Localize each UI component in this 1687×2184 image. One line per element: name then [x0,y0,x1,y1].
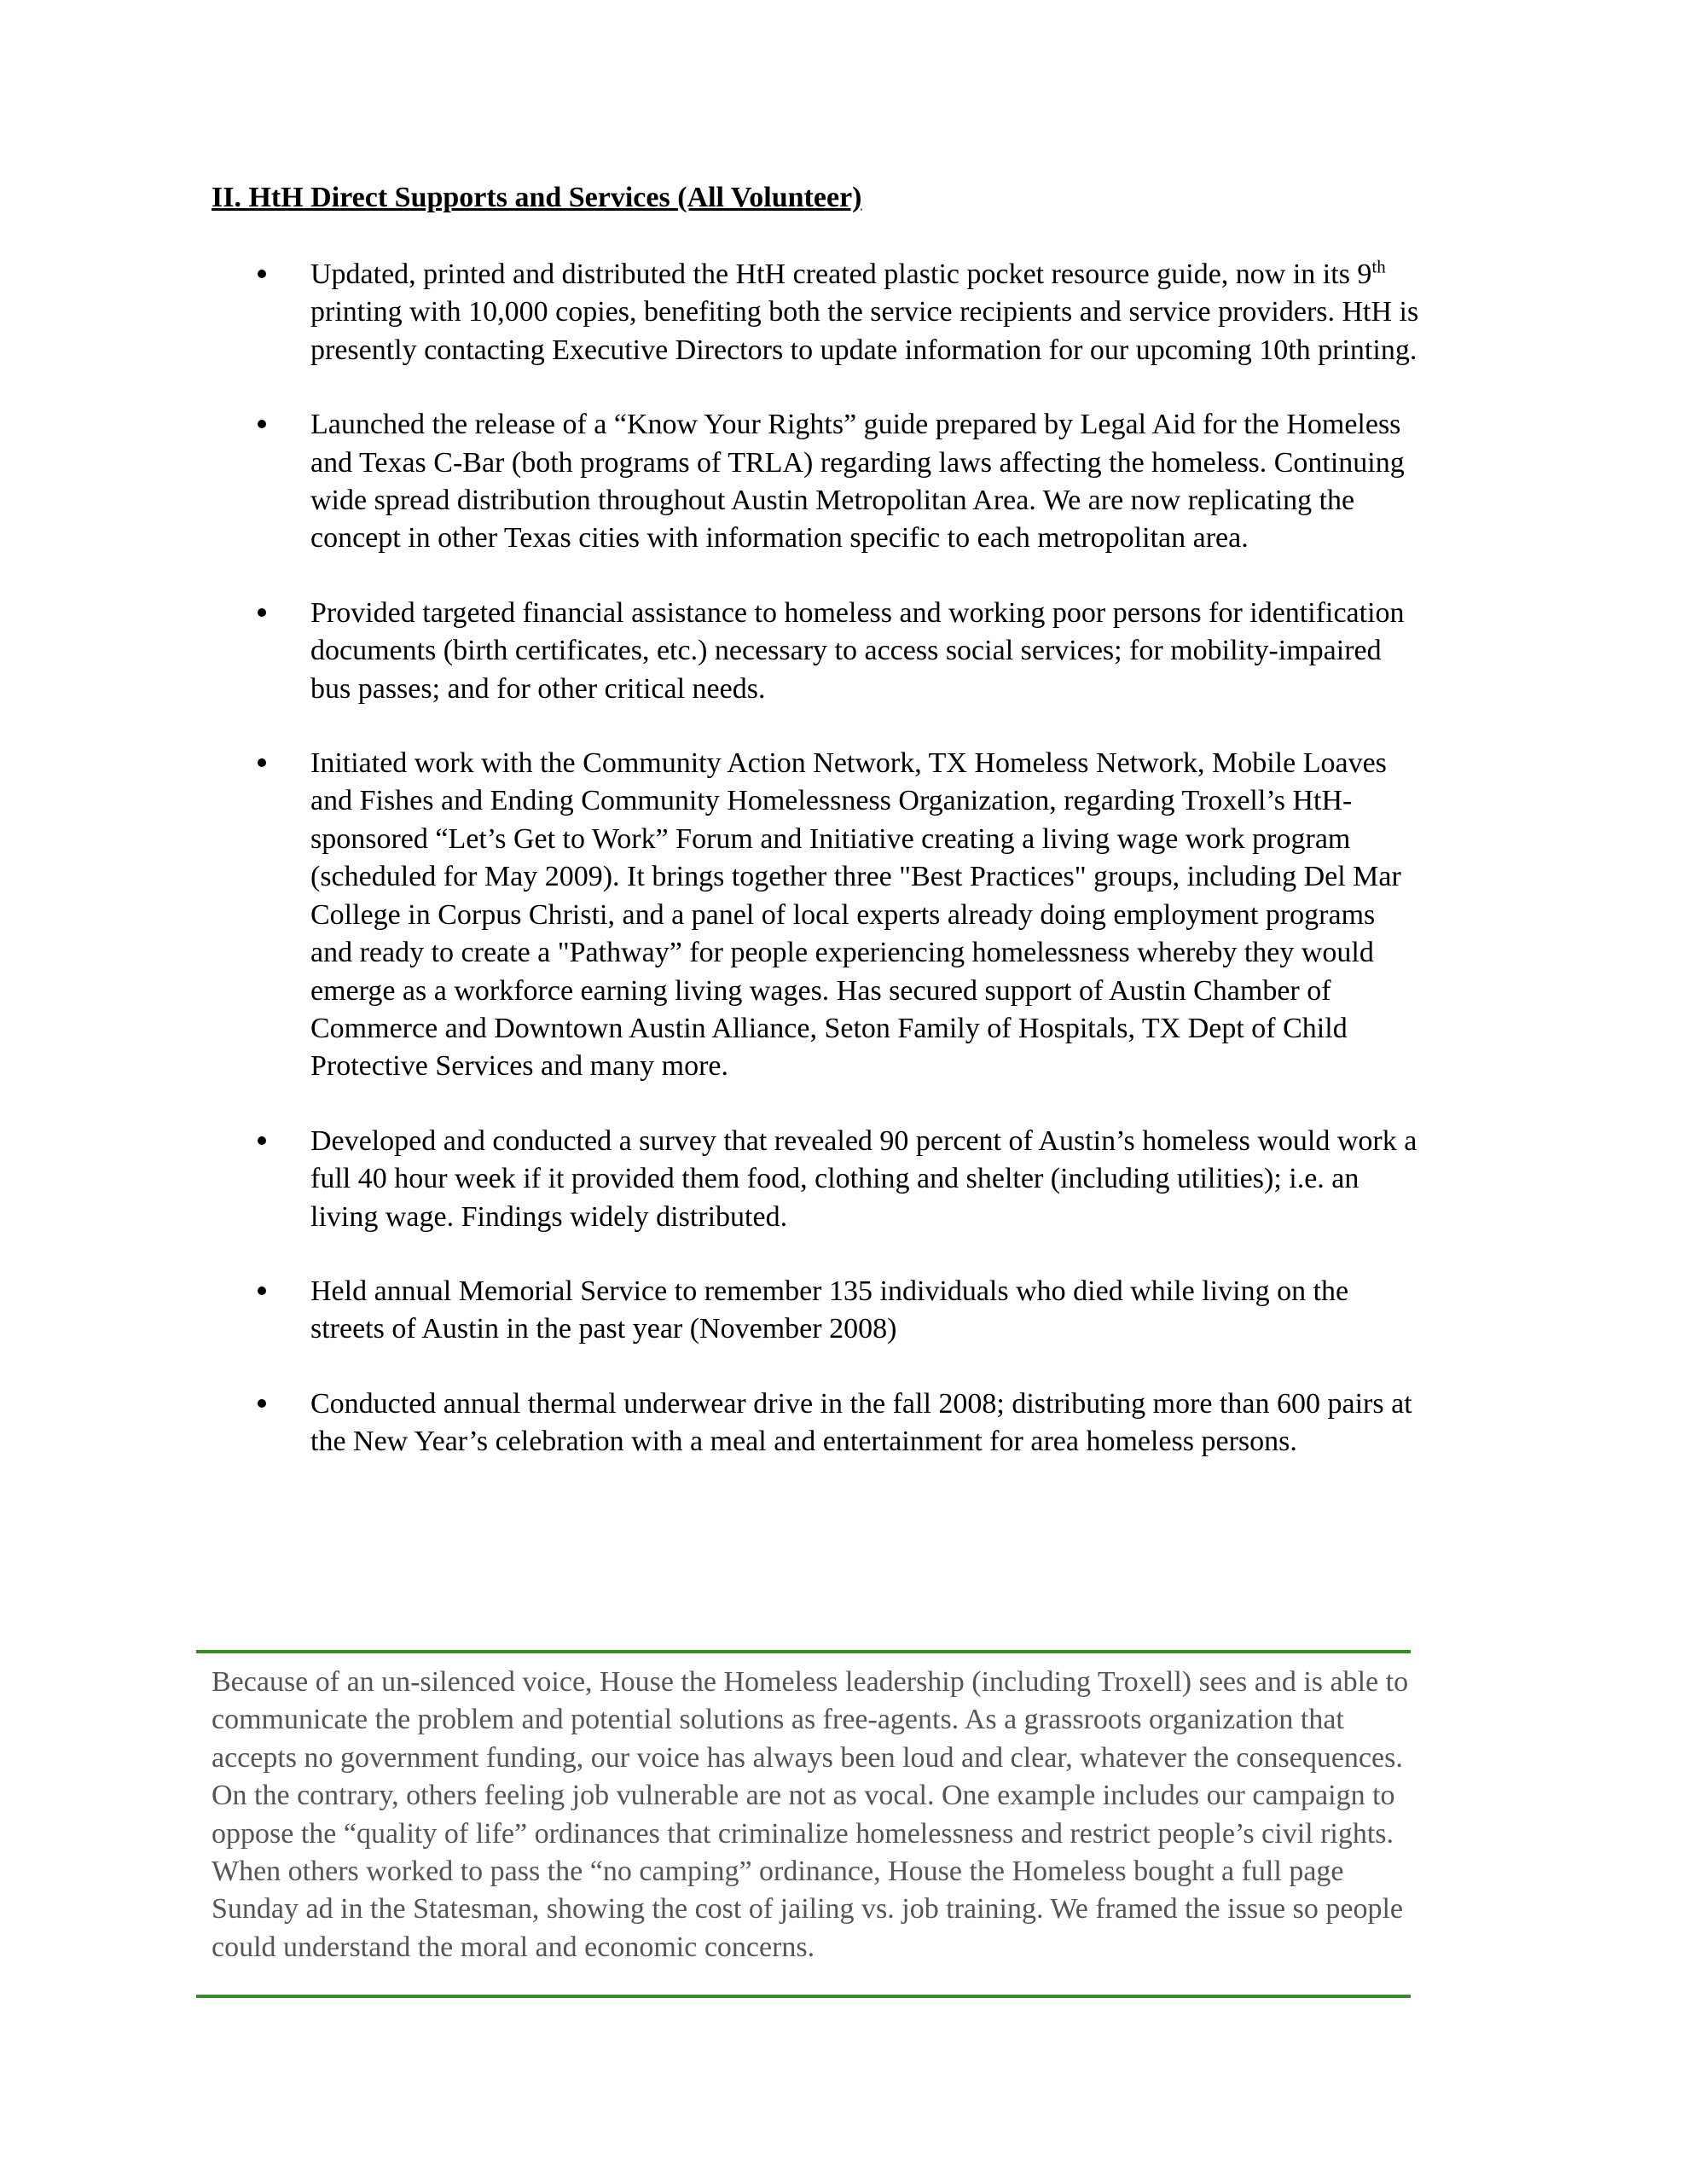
callout-text: Because of an un-silenced voice, House the Homeless leadership (including Troxell) sees and is able to communicate the problem and potential solutions as free-agents. As a grassroots organization that accepts no government funding, our voice has always been loud and clear, whatever the consequences. On the contrary, others feeling job vulnerable are not as vocal. One example includes our campaign to oppose the “quality of life” ordinances that criminalize homelessness and restrict people’s civil rights. When others worked to pass the “no camping” ordinance, House the Homeless bought a full page Sunday ad in the Statesman, showing the cost of jailing vs. job training. We framed the issue so people could understand the moral and economic concerns. [212,1666,1409,1963]
ordinal-suffix: th [1371,256,1386,277]
list-item-text-part: printing with 10,000 copies, benefiting both the service recipients and service providers. HtH is presently contacting Executive Directors to update information for our upcoming 10th printing. [310,296,1419,366]
list-item [0,406,1687,558]
section-heading: II. HtH Direct Supports and Services (All Volunteer) [212,182,862,213]
bullet-icon [258,1136,266,1145]
bullet-icon [258,270,266,278]
bullet-icon [258,608,266,617]
list-item-text: Provided targeted financial assistance to homeless and working poor persons for identification documents (birth certificates, etc.) necessary to access social services; for mobility-impaired bus passes; and for other critical needs. [310,596,1405,705]
bullet-icon [258,1399,266,1408]
list-item [0,745,1687,1086]
bullet-icon [258,1287,266,1295]
list-item [0,256,1687,369]
list-item [0,1273,1687,1349]
bullet-icon [258,420,266,428]
list-item-text: Conducted annual thermal underwear drive in the fall 2008; distributing more than 600 pairs at the New Year’s celebration with a meal and entertainment for area homeless persons. [310,1387,1412,1458]
list-item [0,1123,1687,1236]
list-item-text: Initiated work with the Community Action Network, TX Homeless Network, Mobile Loaves and Fishes and Ending Community Homelessness Organization, regarding Troxell’s HtH-sponsored “Let’s Get to Work” Forum and Initiative creating a living wage work program (scheduled for May 2009). It brings together three "Best Practices" groups, including Del Mar College in Corpus Christi, and a panel of local experts already doing employment programs and ready to create a "Pathway” for people experiencing homelessness whereby they would emerge as a workforce earning living wages. Has secured support of Austin Chamber of Commerce and Downtown Austin Alliance, Seton Family of Hospitals, TX Dept of Child Protective Services and many more. [310,747,1401,1083]
list-item-text: Launched the release of a “Know Your Rights” guide prepared by Legal Aid for the Homeless and Texas C-Bar (both programs of TRLA) regarding laws affecting the homeless. Continuing wide spread distribution throughout Austin Metropolitan Area. We are now replicating the concept in other Texas cities with information specific to each metropolitan area. [310,409,1405,555]
list-item-text: Developed and conducted a survey that revealed 90 percent of Austin’s homeless would work a full 40 hour week if it provided them food, clothing and shelter (including utilities); i.e. an living wage. Findings widely distributed. [310,1124,1417,1233]
list-item [0,595,1687,708]
callout-box [196,1650,1411,1998]
bullet-icon [258,758,266,767]
list-item-text [310,256,1419,369]
list-item-text-part: Updated, printed and distributed the HtH created plastic pocket resource guide, now in its 9 [310,258,1372,290]
list-item-text: Held annual Memorial Service to remember 135 individuals who died while living on the streets of Austin in the past year (November 2008) [310,1275,1349,1345]
bullet-list [0,256,1687,1498]
list-item [0,1385,1687,1461]
